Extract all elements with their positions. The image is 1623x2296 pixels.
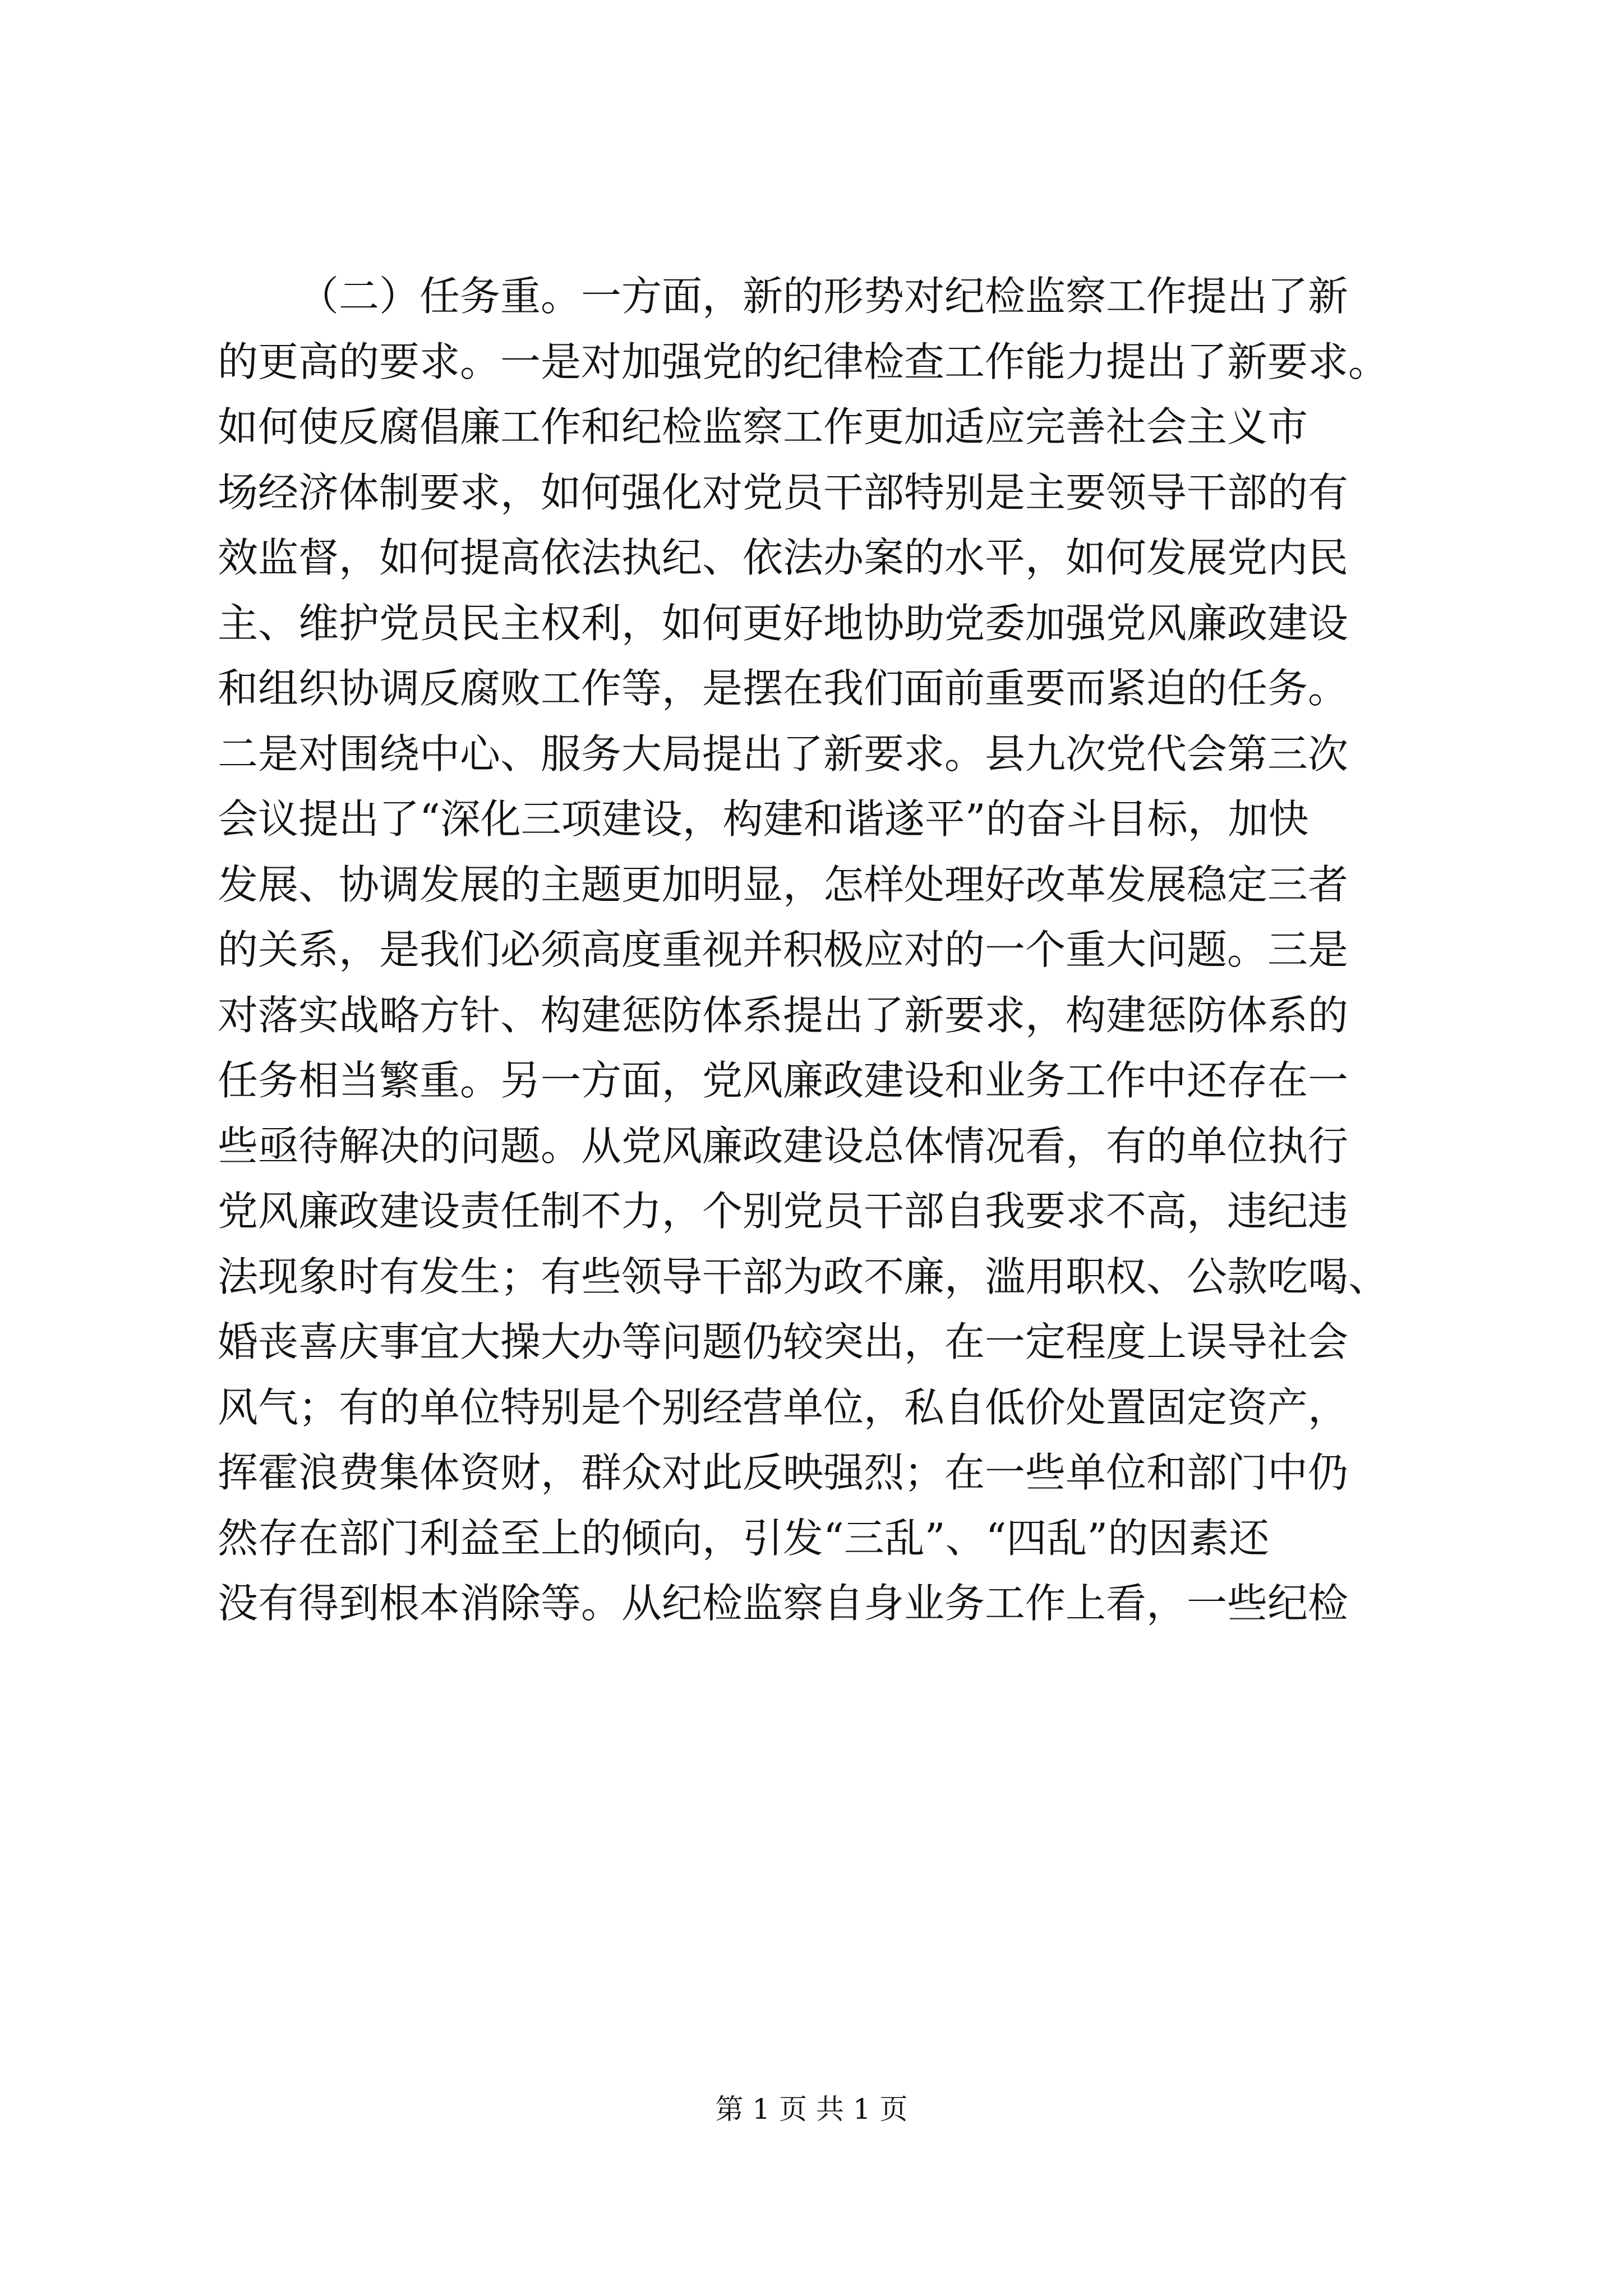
text-line: 党风廉政建设责任制不力，个别党员干部自我要求不高，违纪违 xyxy=(218,1188,1349,1235)
page-footer: 第 1 页 共 1 页 xyxy=(715,2093,908,2125)
text-line: 二是对围绕中心、服务大局提出了新要求。县九次党代会第三次 xyxy=(218,730,1349,777)
body-paragraph xyxy=(218,264,1468,1636)
text-line: 婚丧喜庆事宜大操大办等问题仍较突出，在一定程度上误导社会 xyxy=(218,1318,1349,1365)
text-line: 的更高的要求。一是对加强党的纪律检查工作能力提出了新要求。 xyxy=(218,338,1389,385)
text-line: （二）任务重。一方面，新的形势对纪检监察工作提出了新 xyxy=(298,273,1349,320)
text-line: 会议提出了“深化三项建设，构建和谐遂平”的奋斗目标，加快 xyxy=(218,795,1309,843)
text-line: 法现象时有发生；有些领导干部为政不廉，滥用职权、公款吃喝、 xyxy=(218,1253,1389,1300)
text-line: 发展、协调发展的主题更加明显，怎样处理好改革发展稳定三者 xyxy=(218,861,1349,908)
text-line: 风气；有的单位特别是个别经营单位，私自低价处置固定资产， xyxy=(218,1383,1349,1431)
text-line: 挥霍浪费集体资财，群众对此反映强烈；在一些单位和部门中仍 xyxy=(218,1449,1349,1496)
text-line: 没有得到根本消除等。从纪检监察自身业务工作上看，一些纪检 xyxy=(218,1580,1349,1627)
text-line: 的关系，是我们必须高度重视并积极应对的一个重大问题。三是 xyxy=(218,926,1349,973)
text-line: 任务相当繁重。另一方面，党风廉政建设和业务工作中还存在一 xyxy=(218,1057,1349,1104)
text-line: 些亟待解决的问题。从党风廉政建设总体情况看，有的单位执行 xyxy=(218,1122,1349,1170)
text-line: 和组织协调反腐败工作等，是摆在我们面前重要而紧迫的任务。 xyxy=(218,665,1349,712)
text-line: 对落实战略方针、构建惩防体系提出了新要求，构建惩防体系的 xyxy=(218,991,1349,1039)
text-line: 效监督，如何提高依法执纪、依法办案的水平，如何发展党内民 xyxy=(218,534,1349,581)
text-line: 然存在部门利益至上的倾向，引发“三乱”、“四乱”的因素还 xyxy=(218,1514,1270,1562)
text-line: 主、维护党员民主权利，如何更好地协助党委加强党风廉政建设 xyxy=(218,599,1349,647)
text-line: 如何使反腐倡廉工作和纪检监察工作更加适应完善社会主义市 xyxy=(218,403,1308,450)
text-line: 场经济体制要求，如何强化对党员干部特别是主要领导干部的有 xyxy=(218,468,1349,516)
